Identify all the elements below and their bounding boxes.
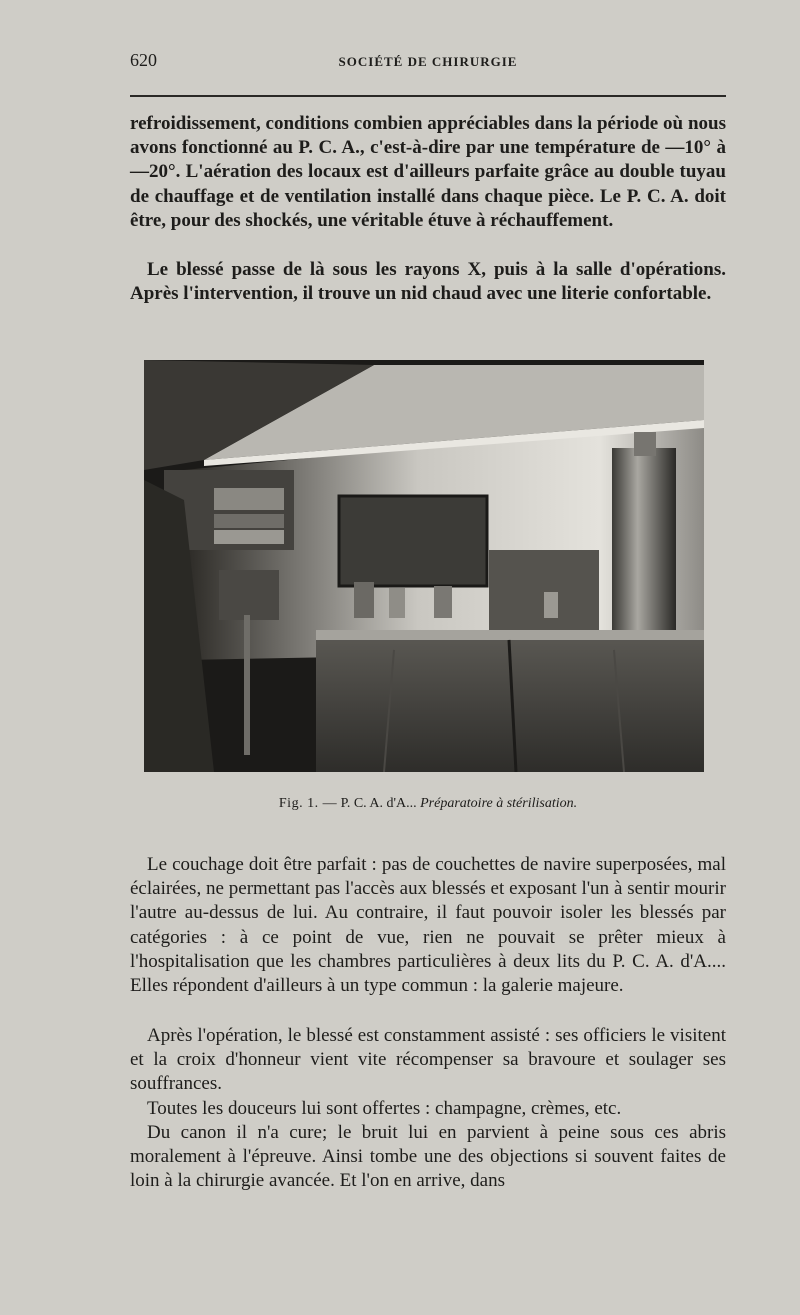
paragraph-4: Après l'opération, le blessé est constamment assisté : ses officiers le visitent et la croix d'honneur vient vite récompenser sa bravoure et soulager ses souffrances. — [130, 1025, 726, 1095]
figure-label: Fig. 1. — — [278, 796, 338, 811]
paragraph-5: Toutes les douceurs lui sont offertes : champagne, crèmes, etc. — [147, 1098, 622, 1119]
figure-photo — [144, 360, 704, 772]
running-head: SOCIÉTÉ DE CHIRURGIE — [338, 54, 518, 69]
paragraph-1: refroidissement, conditions combien appréciables dans la période où nous avons fonctionné au P. C. A., c'est-à-dire par une température de —10° à —20°. L'aération des locaux est d'ailleurs parfaite grâce au double tuyau de chauffage et de ventilation installé dans chaque pièce. Le P. C. A. doit être, pour des shockés, une véritable étuve à réchauffement. — [130, 113, 726, 231]
figure-title: P. C. A. d'A... — [340, 796, 417, 811]
figure-caption — [130, 796, 726, 812]
paragraph-2: Le blessé passe de là sous les rayons X, puis à la salle d'opérations. Après l'intervention, il trouve un nid chaud avec une literie confortable. — [130, 259, 726, 305]
page-header — [130, 50, 726, 76]
paragraph-3: Le couchage doit être parfait : pas de couchettes de navire superposées, mal éclairées, ne permettant pas l'accès aux blessés et exposant l'un à sentir mourir l'autre au-dessus de lui. Au contraire, il faut pouvoir isoler les blessés par catégories : à ce point de vue, rien ne pouvait se prêter mieux à l'hospitalisation que les chambres particulières à deux lits du P. C. A. d'A.... Elles répondent d'ailleurs à un type commun : la galerie majeure. — [130, 854, 726, 997]
paragraph-6: Du canon il n'a cure; le bruit lui en parvient à peine sous ces abris moralement à l'épreuve. Ainsi tombe une des objections si souvent faites de loin à la chirurgie avancée. Et l'on en arrive, dans — [130, 1122, 726, 1192]
page-number: 620 — [130, 50, 157, 70]
figure-description: Préparatoire à stérilisation. — [420, 796, 578, 811]
header-rule — [130, 95, 726, 97]
